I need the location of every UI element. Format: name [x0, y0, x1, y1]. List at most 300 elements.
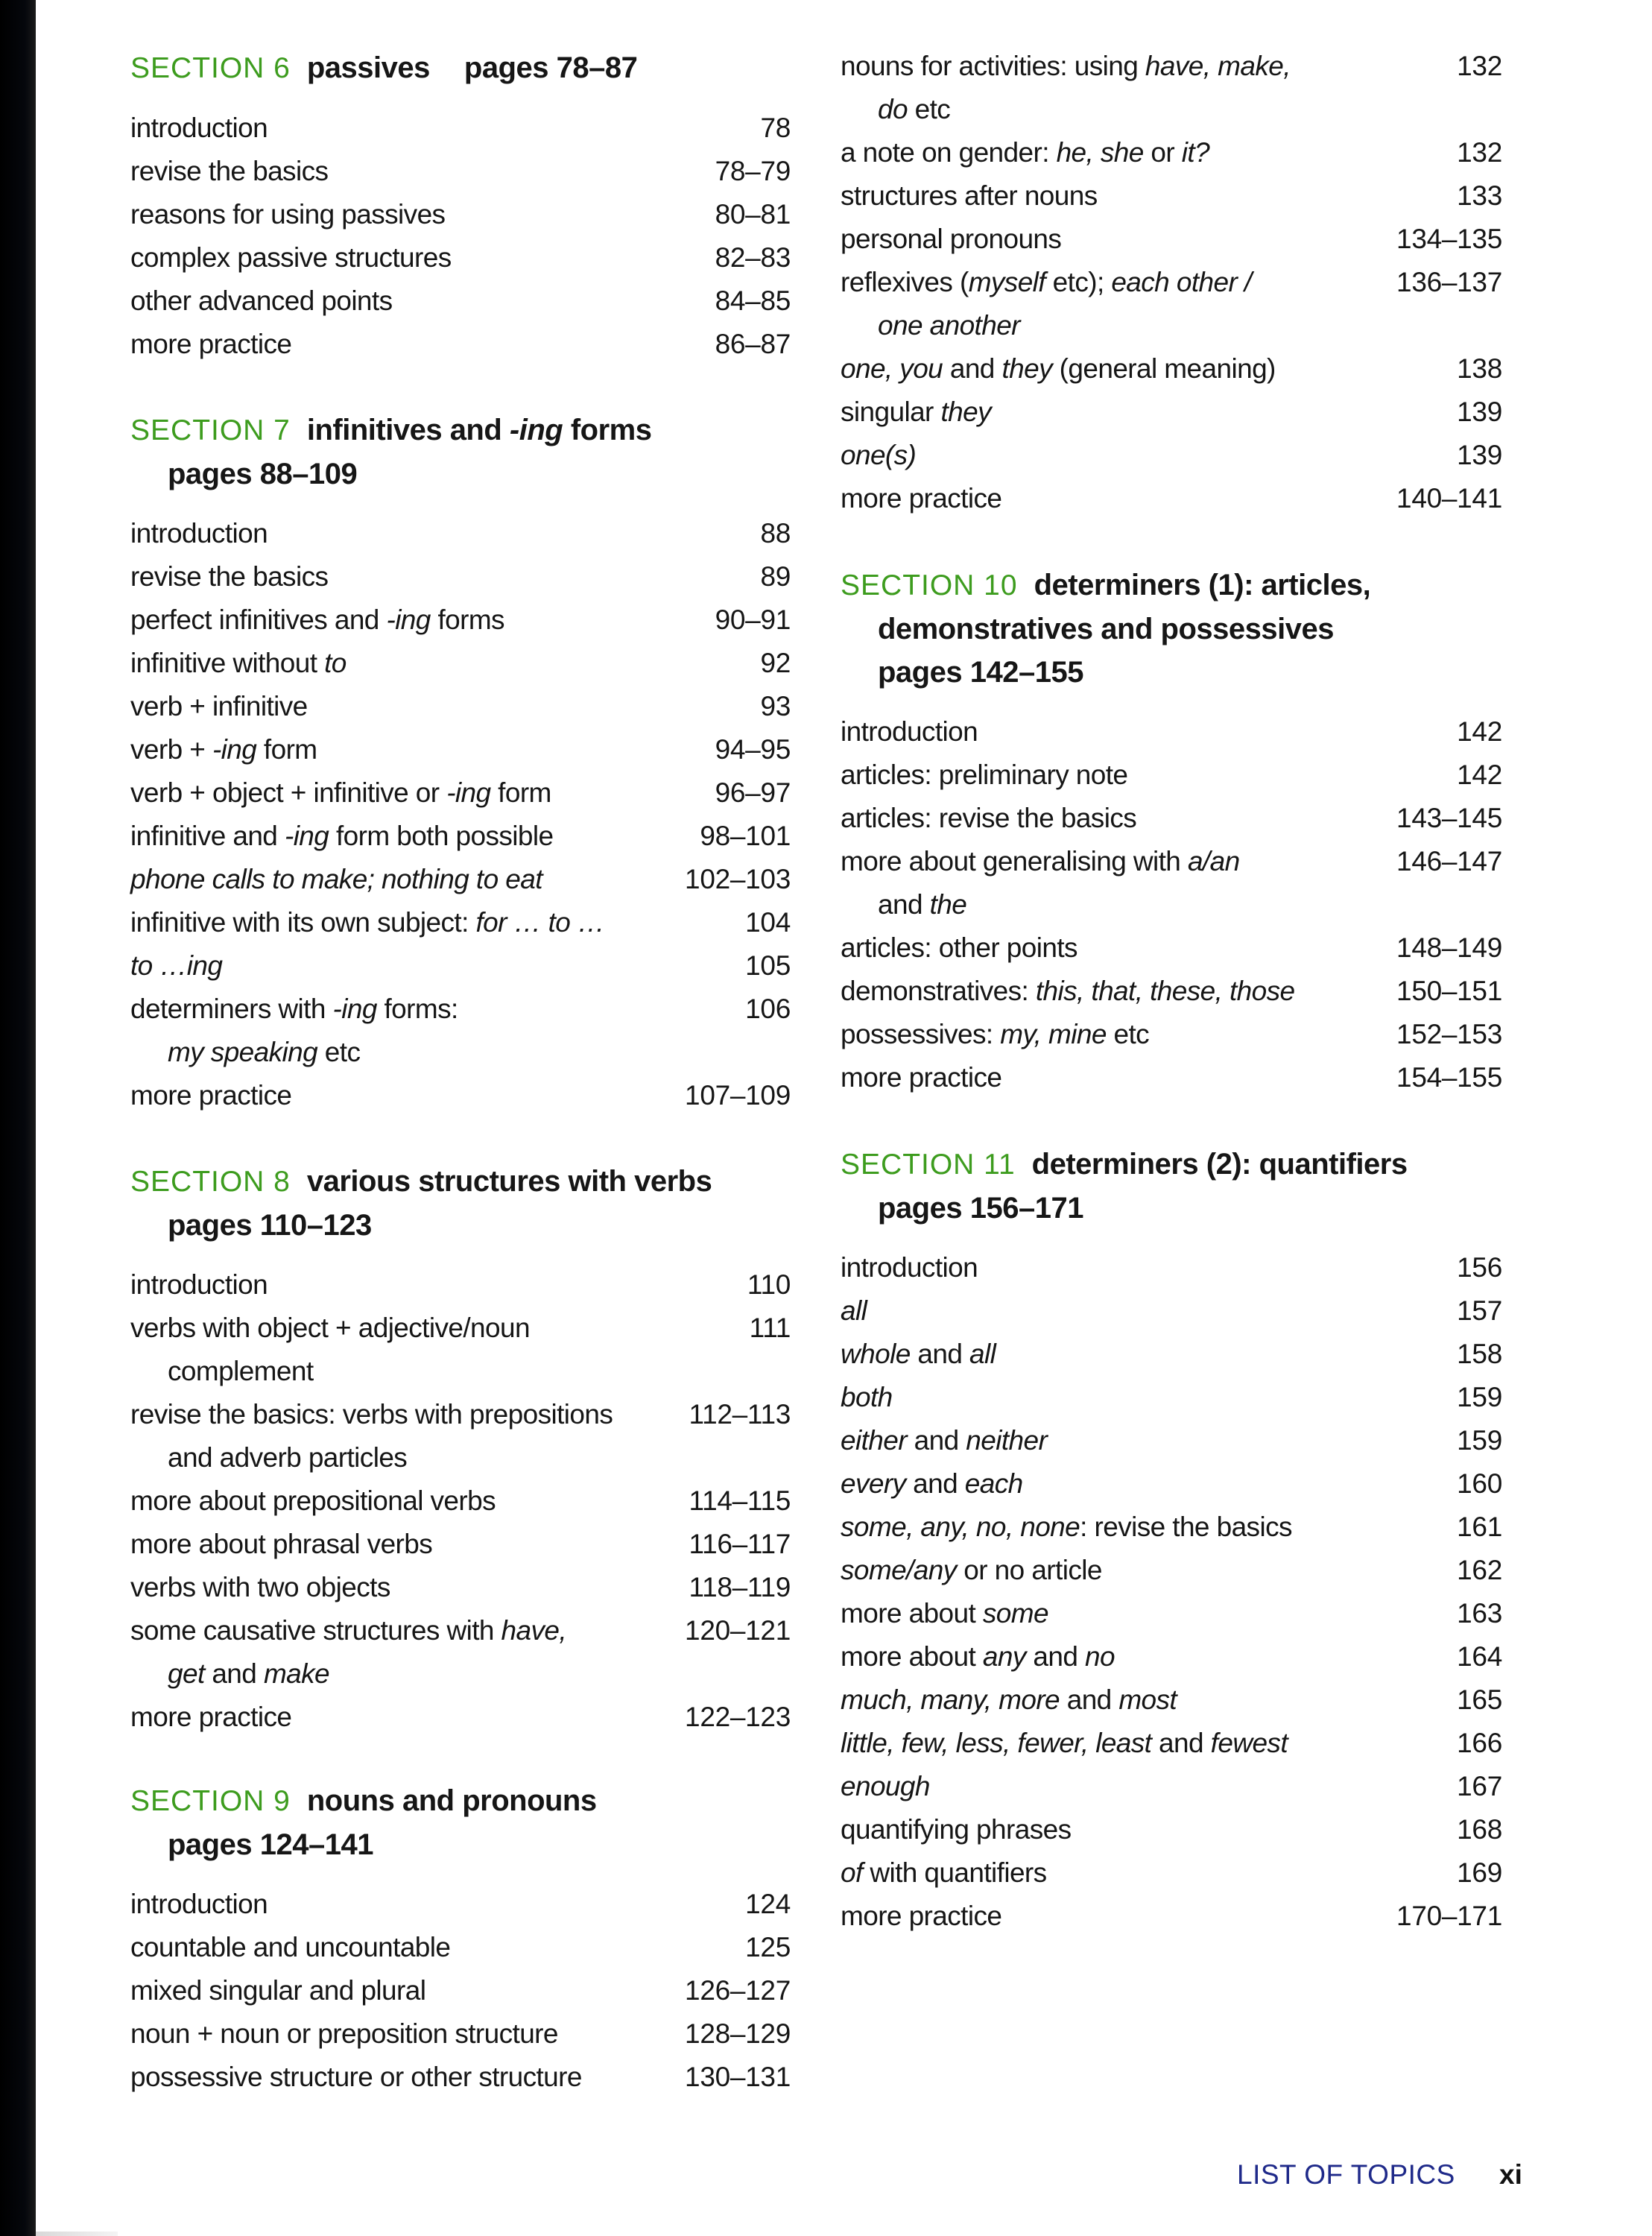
topic-title [841, 1419, 1502, 1462]
topic-pages: 93 [760, 691, 791, 721]
section-number-label: SECTION 8 [130, 1166, 291, 1198]
text-run: introduction [130, 1269, 268, 1300]
text-run: infinitive and [130, 821, 285, 851]
text-run: nouns for activities: using [841, 51, 1145, 81]
text-run: pages 88–109 [168, 458, 358, 490]
text-run: more practice [841, 1062, 1002, 1093]
topic-pages: 96–97 [715, 777, 791, 808]
section-7 [130, 408, 791, 1117]
italic-text: myself [968, 267, 1045, 297]
text-run: revise the basics [130, 561, 329, 592]
topic-entry [130, 685, 791, 728]
text-run: and [943, 353, 1002, 384]
topic-pages: 158 [1457, 1339, 1502, 1369]
topic-pages: 128–129 [685, 2018, 791, 2049]
italic-text: one, you [841, 353, 943, 384]
topic-pages: 160 [1457, 1468, 1502, 1499]
topic-entry [841, 391, 1502, 434]
text-run: other advanced points [130, 285, 393, 316]
topic-title [841, 88, 1502, 131]
topic-title [841, 1289, 1502, 1333]
topic-title [841, 1246, 1502, 1289]
italic-text: do [878, 94, 908, 124]
topic-pages: 106 [745, 994, 791, 1024]
italic-text: each other / [1111, 267, 1252, 297]
topic-pages: 122–123 [685, 1702, 791, 1732]
italic-text: fewest [1210, 1728, 1288, 1758]
topic-pages: 164 [1457, 1641, 1502, 1672]
topic-pages: 78 [760, 113, 791, 143]
topic-entry [841, 1635, 1502, 1678]
text-run: etc); [1045, 267, 1112, 297]
text-run: more about phrasal verbs [130, 1529, 433, 1559]
topic-title [841, 347, 1502, 391]
topic-entry [841, 970, 1502, 1013]
topic-pages: 120–121 [685, 1615, 791, 1646]
topic-entry [130, 1609, 791, 1696]
text-run: and [878, 889, 930, 920]
topic-entry [130, 555, 791, 599]
italic-text: this, that, these, those [1035, 976, 1295, 1006]
text-run: passives [306, 51, 430, 84]
text-run: verb + object + infinitive or [130, 777, 447, 808]
text-run: with quantifiers [862, 1857, 1047, 1888]
topic-list [841, 1246, 1502, 1938]
topic-pages: 169 [1457, 1857, 1502, 1888]
topic-entry [130, 771, 791, 815]
topic-pages: 166 [1457, 1728, 1502, 1758]
text-run: form [256, 734, 317, 765]
text-run: verb + infinitive [130, 691, 308, 721]
topic-pages: 159 [1457, 1425, 1502, 1456]
text-run: introduction [841, 1252, 978, 1283]
italic-text: a/an [1187, 846, 1240, 877]
topic-pages: 104 [745, 907, 791, 938]
text-run: noun + noun or preposition structure [130, 2018, 558, 2049]
topic-entry [130, 988, 791, 1074]
italic-text: all [841, 1295, 867, 1326]
section-heading [130, 46, 791, 90]
topic-list [841, 45, 1502, 520]
text-run: articles: other points [841, 932, 1077, 963]
topic-entry [130, 2056, 791, 2099]
section-heading [130, 408, 791, 496]
topic-pages: 167 [1457, 1771, 1502, 1801]
italic-text: my speaking [168, 1037, 318, 1067]
text-run: nouns and pronouns [306, 1784, 597, 1817]
topic-entry [130, 1926, 791, 1969]
italic-text: all [969, 1339, 996, 1369]
italic-text: every [841, 1468, 906, 1499]
topic-pages: 86–87 [715, 329, 791, 359]
topic-entry [841, 477, 1502, 520]
text-run: pages 142–155 [878, 656, 1083, 689]
text-run: various structures with verbs [306, 1165, 712, 1198]
topic-title [130, 815, 791, 858]
topic-title [130, 512, 791, 555]
topic-pages: 150–151 [1396, 976, 1502, 1006]
topic-pages: 125 [745, 1932, 791, 1962]
topic-entry [841, 1289, 1502, 1333]
italic-text: have, make, [1145, 51, 1291, 81]
topic-entry [130, 642, 791, 685]
topic-entry [841, 1549, 1502, 1592]
page-corner-shadow [36, 2232, 118, 2236]
topic-title [841, 131, 1502, 174]
topic-entry [130, 150, 791, 193]
topic-entry [841, 1808, 1502, 1851]
text-run: and [1025, 1641, 1086, 1672]
text-run: more about generalising with [841, 846, 1188, 877]
text-run: revise the basics: verbs with prepositions [130, 1399, 613, 1430]
topic-entry [130, 2012, 791, 2056]
topic-pages: 165 [1457, 1684, 1502, 1715]
topic-pages: 132 [1457, 51, 1502, 81]
topic-pages: 94–95 [715, 734, 791, 765]
topic-entry [130, 1523, 791, 1566]
topic-title [130, 685, 791, 728]
section-heading-line [130, 1823, 791, 1866]
italic-text: one another [878, 310, 1020, 341]
text-run: and [910, 1339, 969, 1369]
topic-title [841, 710, 1502, 754]
topic-entry [841, 1462, 1502, 1506]
text-run: articles: preliminary note [841, 759, 1128, 790]
text-run: pages 156–171 [878, 1192, 1083, 1225]
topic-pages: 138 [1457, 353, 1502, 384]
topic-entry [130, 1263, 791, 1307]
topic-entry [130, 107, 791, 150]
topic-pages: 80–81 [715, 199, 791, 230]
topic-entry [841, 1895, 1502, 1938]
topic-title [841, 391, 1502, 434]
topic-title [130, 150, 791, 193]
topic-pages: 143–145 [1396, 803, 1502, 833]
topic-pages: 170–171 [1396, 1901, 1502, 1931]
topic-entry [841, 261, 1502, 347]
text-run: complement [168, 1356, 314, 1386]
section-heading-line [130, 1779, 791, 1823]
page-footer [1237, 2153, 1535, 2197]
text-run: determiners (2): quantifiers [1031, 1148, 1408, 1181]
italic-text: the [929, 889, 967, 920]
topic-pages: 88 [760, 518, 791, 549]
topic-list [130, 107, 791, 366]
topic-entry [130, 1566, 791, 1609]
topic-pages: 130–131 [685, 2062, 791, 2092]
topic-title [130, 1350, 791, 1393]
topic-title [130, 236, 791, 280]
topic-entry [841, 347, 1502, 391]
topic-title [130, 323, 791, 366]
italic-text: they [1001, 353, 1052, 384]
text-run: forms [430, 604, 504, 635]
topic-title [841, 1635, 1502, 1678]
text-run: forms [563, 414, 652, 446]
section-number-label: SECTION 11 [841, 1149, 1016, 1181]
italic-text: my, mine [1000, 1019, 1107, 1049]
italic-text: they [940, 397, 991, 427]
text-run: some causative structures with [130, 1615, 501, 1646]
topic-pages: 157 [1457, 1295, 1502, 1326]
topic-pages: 105 [745, 950, 791, 981]
text-run: revise the basics [130, 156, 329, 186]
text-run: more practice [130, 329, 292, 359]
text-run: form both possible [329, 821, 554, 851]
text-run: and adverb particles [168, 1442, 408, 1473]
text-run: demonstratives and possessives [878, 613, 1334, 645]
topic-title [841, 754, 1502, 797]
topic-title [130, 728, 791, 771]
text-run: countable and uncountable [130, 1932, 451, 1962]
text-run: complex passive structures [130, 242, 452, 273]
topic-list [130, 1883, 791, 2099]
topic-entry [841, 174, 1502, 218]
topic-entry [841, 1056, 1502, 1099]
section-heading-line [130, 46, 791, 90]
topic-pages: 110 [747, 1269, 791, 1300]
topic-entry [130, 1307, 791, 1393]
italic-text: -ing [509, 414, 563, 446]
section-heading-line [130, 408, 791, 452]
text-run: more practice [841, 483, 1002, 514]
topic-pages: 139 [1457, 397, 1502, 427]
topic-entry [841, 1376, 1502, 1419]
topic-pages: 148–149 [1396, 932, 1502, 963]
topic-title [130, 1652, 791, 1696]
section-heading-line [841, 1143, 1502, 1187]
text-run: : revise the basics [1080, 1512, 1292, 1542]
topic-pages: 116–117 [689, 1529, 791, 1559]
italic-text: for … to … [475, 907, 605, 938]
topic-pages: 139 [1457, 440, 1502, 470]
topic-pages: 112–113 [689, 1399, 791, 1430]
italic-text: -ing [284, 821, 329, 851]
italic-text: of [841, 1857, 863, 1888]
section-9 [130, 1779, 791, 2099]
topic-title [130, 599, 791, 642]
text-run: introduction [130, 1889, 268, 1919]
topic-title [841, 1851, 1502, 1895]
topic-entry [841, 131, 1502, 174]
section-heading-line [841, 651, 1502, 694]
topic-pages: 159 [1457, 1382, 1502, 1412]
topic-pages: 163 [1457, 1598, 1502, 1629]
section-10 [841, 563, 1502, 1099]
topic-title [841, 304, 1502, 347]
topic-title [130, 280, 791, 323]
topic-title [130, 1436, 791, 1479]
topic-pages: 92 [760, 648, 791, 678]
text-run: and [204, 1658, 264, 1689]
topic-pages: 107–109 [685, 1080, 791, 1111]
text-run: structures after nouns [841, 180, 1098, 211]
topic-title [841, 1722, 1502, 1765]
topic-title [130, 944, 791, 988]
topic-title [130, 107, 791, 150]
topic-entry [841, 1333, 1502, 1376]
section-heading [841, 563, 1502, 694]
italic-text: enough [841, 1771, 930, 1801]
text-run: (general meaning) [1052, 353, 1276, 384]
italic-text: some, any, no, none [841, 1512, 1080, 1542]
topic-entry [130, 1393, 791, 1479]
topic-pages: 82–83 [715, 242, 791, 273]
section-6 [130, 46, 791, 366]
topic-title [841, 1765, 1502, 1808]
section-number-label: SECTION 7 [130, 414, 291, 446]
topic-entry [841, 434, 1502, 477]
running-footer-title: LIST OF TOPICS [1237, 2159, 1455, 2190]
text-run: or [1143, 137, 1182, 168]
text-run: and [1151, 1728, 1211, 1758]
text-run: more practice [130, 1702, 292, 1732]
italic-text: he, she [1056, 137, 1144, 168]
italic-text: one(s) [841, 440, 917, 470]
italic-text: -ing [212, 734, 257, 765]
topic-entry [130, 1969, 791, 2012]
topic-title [841, 1506, 1502, 1549]
section-heading-line [130, 452, 791, 496]
text-run: demonstratives: [841, 976, 1036, 1006]
topic-title [841, 1462, 1502, 1506]
topic-pages: 152–153 [1396, 1019, 1502, 1049]
topic-title [130, 555, 791, 599]
topic-title [130, 642, 791, 685]
text-run: possessive structure or other structure [130, 2062, 582, 2092]
section-number-label: SECTION 9 [130, 1785, 291, 1817]
topic-entry [841, 797, 1502, 840]
topic-pages: 161 [1457, 1512, 1502, 1542]
topic-title [130, 1926, 791, 1969]
topic-title [841, 1678, 1502, 1722]
topic-entry [130, 280, 791, 323]
topic-title [841, 174, 1502, 218]
italic-text: make [263, 1658, 330, 1689]
text-run: reflexives ( [841, 267, 969, 297]
topic-entry [130, 858, 791, 901]
topic-title [841, 1376, 1502, 1419]
topic-title [841, 1333, 1502, 1376]
text-run: and [906, 1425, 966, 1456]
topic-entry [841, 710, 1502, 754]
text-run: more about prepositional verbs [130, 1485, 496, 1516]
text-run: verb + [130, 734, 212, 765]
topic-entry [841, 45, 1502, 131]
section-number-label: SECTION 10 [841, 569, 1018, 601]
topic-entry [130, 944, 791, 988]
text-run: introduction [130, 113, 268, 143]
topic-title [130, 771, 791, 815]
topic-entry [841, 1765, 1502, 1808]
section-8 [130, 1160, 791, 1739]
topic-entry [841, 1851, 1502, 1895]
topic-pages: 156 [1457, 1252, 1502, 1283]
text-run: or no article [956, 1555, 1102, 1585]
topic-pages: 111 [749, 1313, 791, 1343]
topic-list [841, 710, 1502, 1099]
text-run: perfect infinitives and [130, 604, 387, 635]
topic-title [130, 1031, 791, 1074]
text-run: determiners (1): articles, [1034, 569, 1371, 601]
text-run: infinitives and [306, 414, 510, 446]
topic-pages: 78–79 [715, 156, 791, 186]
topic-pages: 162 [1457, 1555, 1502, 1585]
section-heading-line [841, 563, 1502, 607]
italic-text: -ing [446, 777, 491, 808]
topic-pages: 114–115 [689, 1485, 791, 1516]
text-run: singular [841, 397, 941, 427]
text-run: more practice [841, 1901, 1002, 1931]
page-number: xi [1499, 2159, 1522, 2190]
italic-text: some [982, 1598, 1048, 1629]
italic-text: it? [1181, 137, 1210, 168]
topic-entry [841, 1722, 1502, 1765]
section-heading-line [841, 1187, 1502, 1230]
italic-text: whole [841, 1339, 911, 1369]
text-run: a note on gender: [841, 137, 1057, 168]
italic-text: most [1118, 1684, 1177, 1715]
italic-text: little, few, less, fewer, least [841, 1728, 1152, 1758]
text-run: infinitive with its own subject: [130, 907, 476, 938]
topic-entry [841, 926, 1502, 970]
section-11 [841, 1143, 1502, 1938]
italic-text: some/any [841, 1555, 957, 1585]
italic-text: -ing [332, 994, 377, 1024]
italic-text: have, [501, 1615, 567, 1646]
text-run: pages 124–141 [168, 1828, 373, 1861]
topic-pages: 84–85 [715, 285, 791, 316]
text-run: infinitive without [130, 648, 325, 678]
text-run: form [490, 777, 551, 808]
topic-pages: 132 [1457, 137, 1502, 168]
topic-entry [130, 1883, 791, 1926]
topic-entry [130, 1696, 791, 1739]
italic-text: each [964, 1468, 1023, 1499]
topic-entry [130, 1479, 791, 1523]
topic-title [130, 901, 791, 944]
topic-entry [841, 1013, 1502, 1056]
text-run: etc [317, 1037, 361, 1067]
topic-pages: 146–147 [1396, 846, 1502, 877]
topic-title [841, 434, 1502, 477]
topic-pages: 89 [760, 561, 791, 592]
italic-text: -ing [386, 604, 431, 635]
page-edge-shadow [0, 0, 36, 2236]
text-run: more about [841, 1641, 983, 1672]
topic-title [841, 1592, 1502, 1635]
topic-entry [130, 236, 791, 280]
topic-entry [130, 815, 791, 858]
text-run: pages 110–123 [168, 1209, 372, 1242]
topic-pages: 126–127 [685, 1975, 791, 2006]
topic-pages: 136–137 [1396, 267, 1502, 297]
topic-pages: 124 [745, 1889, 791, 1919]
text-run: verbs with object + adjective/noun [130, 1313, 530, 1343]
section-heading [130, 1779, 791, 1866]
text-run: introduction [841, 716, 978, 747]
text-run: introduction [130, 518, 268, 549]
italic-text: get [168, 1658, 205, 1689]
topic-pages: 134–135 [1396, 224, 1502, 254]
topic-pages: 140–141 [1396, 483, 1502, 514]
topic-list [130, 1263, 791, 1739]
text-run: mixed singular and plural [130, 1975, 426, 2006]
topic-title [841, 883, 1502, 926]
topic-entry [841, 754, 1502, 797]
topic-title [841, 45, 1502, 88]
topic-entry [841, 218, 1502, 261]
